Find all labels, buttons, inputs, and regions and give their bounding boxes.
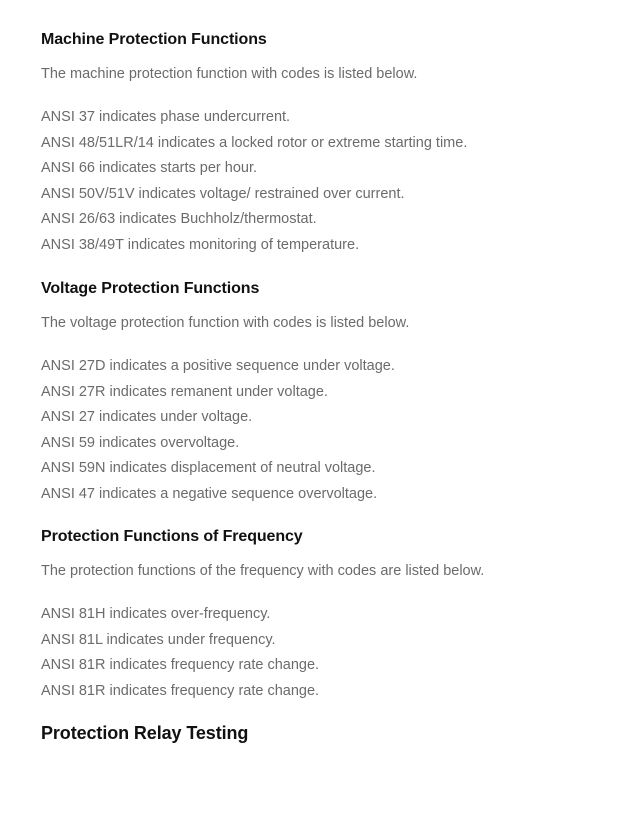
list-item: ANSI 47 indicates a negative sequence overvoltage. [41,485,378,502]
section-item-list [41,105,618,259]
list-item: ANSI 81R indicates frequency rate change. [41,682,320,699]
section-item-list [41,354,618,508]
list-item: ANSI 26/63 indicates Buchholz/thermostat. [41,211,317,228]
section-heading: Protection Functions of Frequency [41,528,303,545]
list-item: ANSI 48/51LR/14 indicates a locked rotor or extreme starting time. [41,134,468,151]
section-machine-protection [41,30,618,259]
section-voltage-protection [41,279,618,508]
list-item: ANSI 38/49T indicates monitoring of temperature. [41,236,360,253]
list-item: ANSI 66 indicates starts per hour. [41,160,257,177]
section-relay-testing [41,722,618,744]
list-item: ANSI 81R indicates frequency rate change. [41,657,320,674]
section-intro: The voltage protection function with codes is listed below. [41,315,410,331]
section-intro: The protection functions of the frequency with codes are listed below. [41,563,485,579]
section-intro: The machine protection function with codes is listed below. [41,66,418,82]
list-item: ANSI 27R indicates remanent under voltage. [41,383,328,400]
list-item: ANSI 59 indicates overvoltage. [41,434,240,451]
list-item: ANSI 27 indicates under voltage. [41,409,253,426]
list-item: ANSI 81L indicates under frequency. [41,631,276,648]
list-item: ANSI 81H indicates over-frequency. [41,606,271,622]
section-heading: Voltage Protection Functions [41,280,260,297]
list-item: ANSI 59N indicates displacement of neutral voltage. [41,460,376,477]
page-heading-relay-testing: Protection Relay Testing [41,723,249,743]
section-heading: Machine Protection Functions [41,31,267,48]
section-item-list [41,602,618,704]
list-item: ANSI 37 indicates phase undercurrent. [41,109,291,125]
list-item: ANSI 27D indicates a positive sequence under voltage. [41,358,395,374]
list-item: ANSI 50V/51V indicates voltage/ restrained over current. [41,185,405,202]
section-frequency-protection [41,527,618,704]
